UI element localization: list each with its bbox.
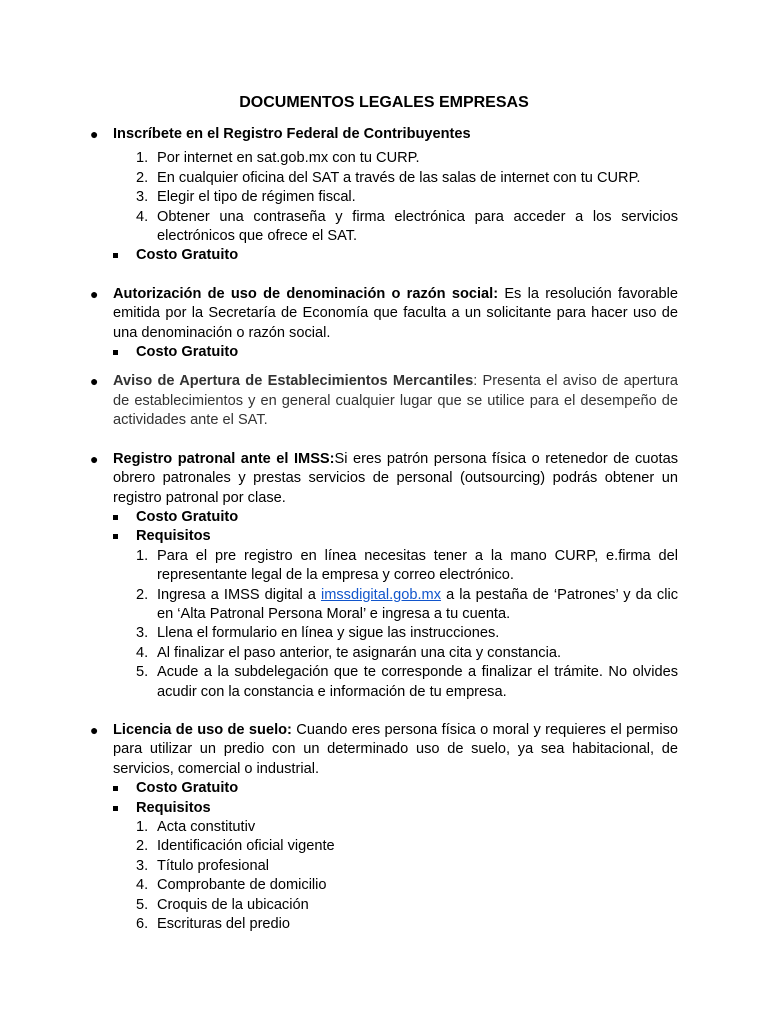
bullet-icon: ● (90, 373, 99, 390)
section-heading: Inscríbete en el Registro Federal de Contribuyentes (113, 126, 471, 142)
list-item: 4. Obtener una contraseña y firma electrónica para acceder a los servicios electrónicos que ofrece el SAT. (136, 208, 678, 245)
requirements-item: Requisitos (113, 799, 678, 818)
requirements-item: Requisitos (113, 527, 678, 546)
steps-list (113, 149, 678, 246)
section-uso-de-suelo (90, 721, 678, 934)
list-item: 1. Acta constitutiv (136, 819, 256, 835)
section-body: : Presenta el aviso de apertura de establecimientos y en general cualquier lugar que se utilice para el desempeño de actividades ante el SAT. (113, 373, 678, 429)
section-denominacion (90, 285, 678, 363)
section-heading: Licencia de uso de suelo: (113, 721, 292, 738)
section-body: Cuando eres persona física o moral y requieres el permiso para utilizar un predio con un determinado uso de suelo, ya sea habitacional, de servicios, comercial o industrial. (113, 721, 678, 777)
list-item: 1. Por internet en sat.gob.mx con tu CURP. (136, 150, 420, 167)
section-imss (90, 450, 678, 702)
section-heading: Registro patronal ante el IMSS: (113, 450, 335, 467)
list-item: 3. Elegir el tipo de régimen fiscal. (136, 189, 356, 206)
square-bullet-icon (113, 806, 118, 811)
square-bullet-icon (113, 253, 118, 258)
imssdigital-link[interactable]: imssdigital.gob.mx (320, 586, 442, 603)
list-item: 4. Comprobante de domicilio (136, 877, 327, 894)
bullet-icon: ● (90, 450, 99, 467)
bullet-icon: ● (90, 721, 99, 738)
cost-item: Costo Gratuito (113, 343, 678, 362)
document-content (90, 125, 678, 934)
list-item: 2. En cualquier oficina del SAT a través de las salas de internet con tu CURP. (136, 169, 641, 186)
square-bullet-icon (113, 350, 118, 355)
section-heading: Autorización de uso de denominación o razón social: (113, 285, 499, 302)
cost-item: Costo Gratuito (113, 779, 678, 798)
square-bullet-icon (113, 786, 118, 791)
requirements-list (113, 818, 678, 934)
section-body: Es la resolución favorable emitida por la Secretaría de Economía que faculta a un solicitante para hacer uso de una denominación o razón social. (113, 285, 678, 341)
section-rfc (90, 125, 678, 266)
list-item: 3. Título profesional (136, 857, 269, 874)
square-bullet-icon (113, 515, 118, 520)
requirements-list (113, 547, 678, 702)
list-item: 1. Para el pre registro en línea necesitas tener a la mano CURP, e.firma del representante legal de la empresa y correo electrónico. (136, 547, 678, 584)
cost-item: Costo Gratuito (113, 508, 678, 527)
cost-item: Costo Gratuito (113, 246, 678, 265)
document-title: DOCUMENTOS LEGALES EMPRESAS (239, 94, 529, 111)
section-body: Si eres patrón persona física o retenedor de cuotas obrero patronales y prestas servicios de personal (outsourcing) podrás obtener un registro patronal por clase. (113, 450, 678, 506)
list-item: 6. Escrituras del predio (136, 916, 291, 933)
list-item: 4. Al finalizar el paso anterior, te asignarán una cita y constancia. (136, 644, 561, 661)
list-item: 2. Identificación oficial vigente (136, 838, 335, 855)
list-item: 3. Llena el formulario en línea y sigue las instrucciones. (136, 625, 500, 642)
list-item: 5. Acude a la subdelegación que te corresponde a finalizar el trámite. No olvides acudir con la constancia e información de tu empresa. (136, 664, 678, 700)
list-item: 5. Croquis de la ubicación (136, 896, 309, 913)
list-item: 2. Ingresa a IMSS digital a imssdigital.gob.mx a la pestaña de ‘Patrones’ y da clic en ‘Alta Patronal Persona Moral’ e ingresa a tu cuenta. (136, 586, 678, 622)
bullet-icon: ● (90, 126, 99, 142)
bullet-icon: ● (90, 285, 99, 302)
section-aviso-apertura (90, 372, 678, 430)
section-heading: Aviso de Apertura de Establecimientos Mercantiles (113, 373, 474, 390)
square-bullet-icon (113, 534, 118, 539)
